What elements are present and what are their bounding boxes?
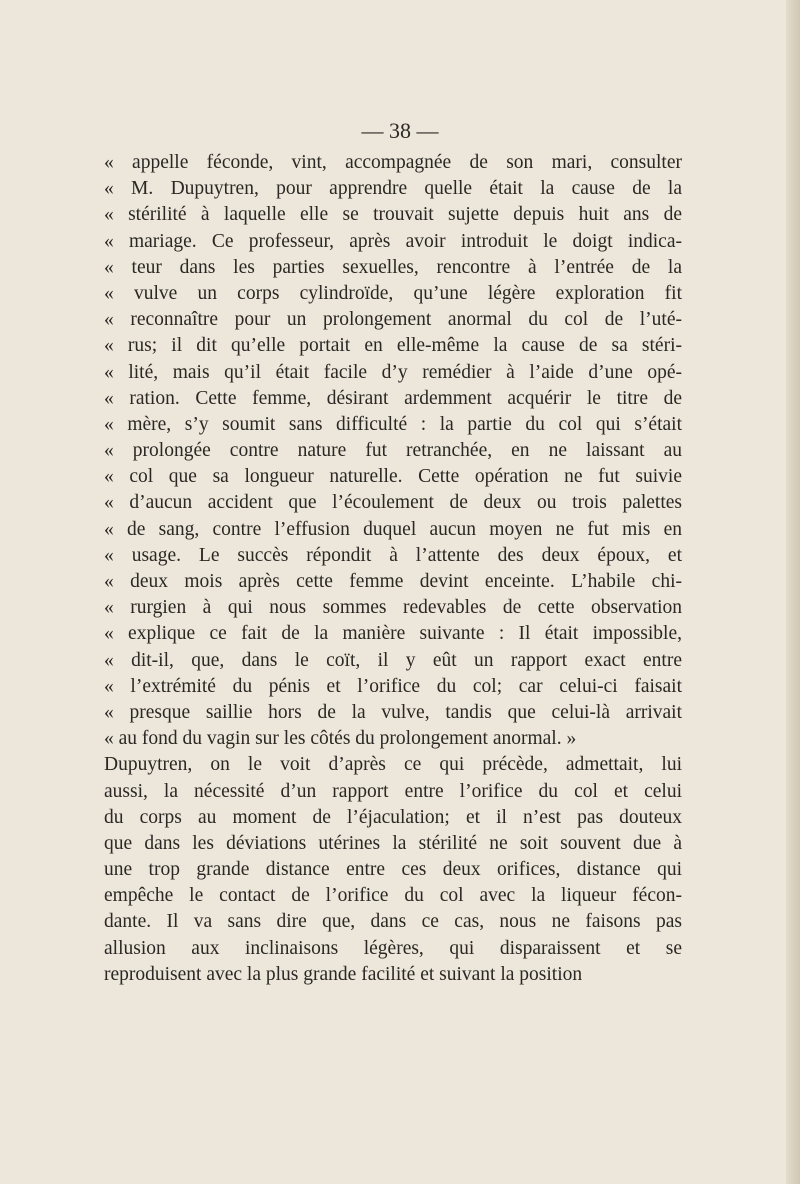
text-line: Dupuytren, on le voit d’après ce qui précède, admettait, lui [104,754,682,776]
text-line: « deux mois après cette femme devint enceinte. L’habile chi- [104,571,682,592]
text-line: « rus; il dit qu’elle portait en elle-même la cause de sa stéri- [104,335,682,357]
text-line: « M. Dupuytren, pour apprendre quelle était la cause de la [104,178,682,200]
text-line: « rurgien à qui nous sommes redevables de cette observation [104,597,682,619]
text-line: une trop grande distance entre ces deux orifices, distance qui [104,859,682,881]
text-line: « stérilité à laquelle elle se trouvait sujette depuis huit ans de [104,204,682,226]
text-line: « au fond du vagin sur les côtés du prolongement anormal. » [104,728,577,750]
text-line: « mariage. Ce professeur, après avoir introduit le doigt indica- [104,230,682,252]
text-line: « l’extrémité du pénis et l’orifice du col; car celui-ci faisait [104,675,682,697]
text-line: du corps au moment de l’éjaculation; et il n’est pas douteux [104,806,682,828]
text-line: « lité, mais qu’il était facile d’y remédier à l’aide d’une opé- [104,361,682,383]
text-line: « explique ce fait de la manière suivante : Il était impossible, [104,623,682,645]
text-line: aussi, la nécessité d’un rapport entre l’orifice du col et celui [104,780,682,802]
text-line: « usage. Le succès répondit à l’attente des deux époux, et [104,544,682,566]
text-line: reproduisent avec la plus grande facilité et suivant la position [104,963,583,985]
text-line: « mère, s’y soumit sans difficulté : la partie du col qui s’était [104,413,682,435]
text-line: « dit-il, que, dans le coït, il y eût un rapport exact entre [104,649,682,671]
text-line: « reconnaître pour un prolongement anormal du col de l’uté- [104,309,682,331]
text-line: « vulve un corps cylindroïde, qu’une légère exploration fit [104,282,682,304]
text-line: « ration. Cette femme, désirant ardemment acquérir le titre de [104,387,682,409]
text-line: dante. Il va sans dire que, dans ce cas, nous ne faisons pas [104,911,682,933]
text-line: « prolongée contre nature fut retranchée, en ne laissant au [104,440,682,462]
text-line: que dans les déviations utérines la stérilité ne soit souvent due à [104,832,682,854]
text-line: empêche le contact de l’orifice du col avec la liqueur fécon- [104,885,682,907]
text-line: « appelle féconde, vint, accompagnée de son mari, consulter [104,152,682,173]
text-line: « de sang, contre l’effusion duquel aucun moyen ne fut mis en [104,518,682,540]
text-line: « d’aucun accident que l’écoulement de deux ou trois palettes [104,492,682,514]
text-line: allusion aux inclinaisons légères, qui disparaissent et se [104,937,682,959]
page-edge [786,0,800,1184]
text-line: « col que sa longueur naturelle. Cette opération ne fut suivie [104,466,682,488]
body-text [104,150,682,988]
page-number: — 38 — [361,118,439,143]
text-line: « teur dans les parties sexuelles, rencontre à l’entrée de la [104,256,682,278]
text-line: « presque saillie hors de la vulve, tandis que celui-là arrivait [104,701,682,723]
